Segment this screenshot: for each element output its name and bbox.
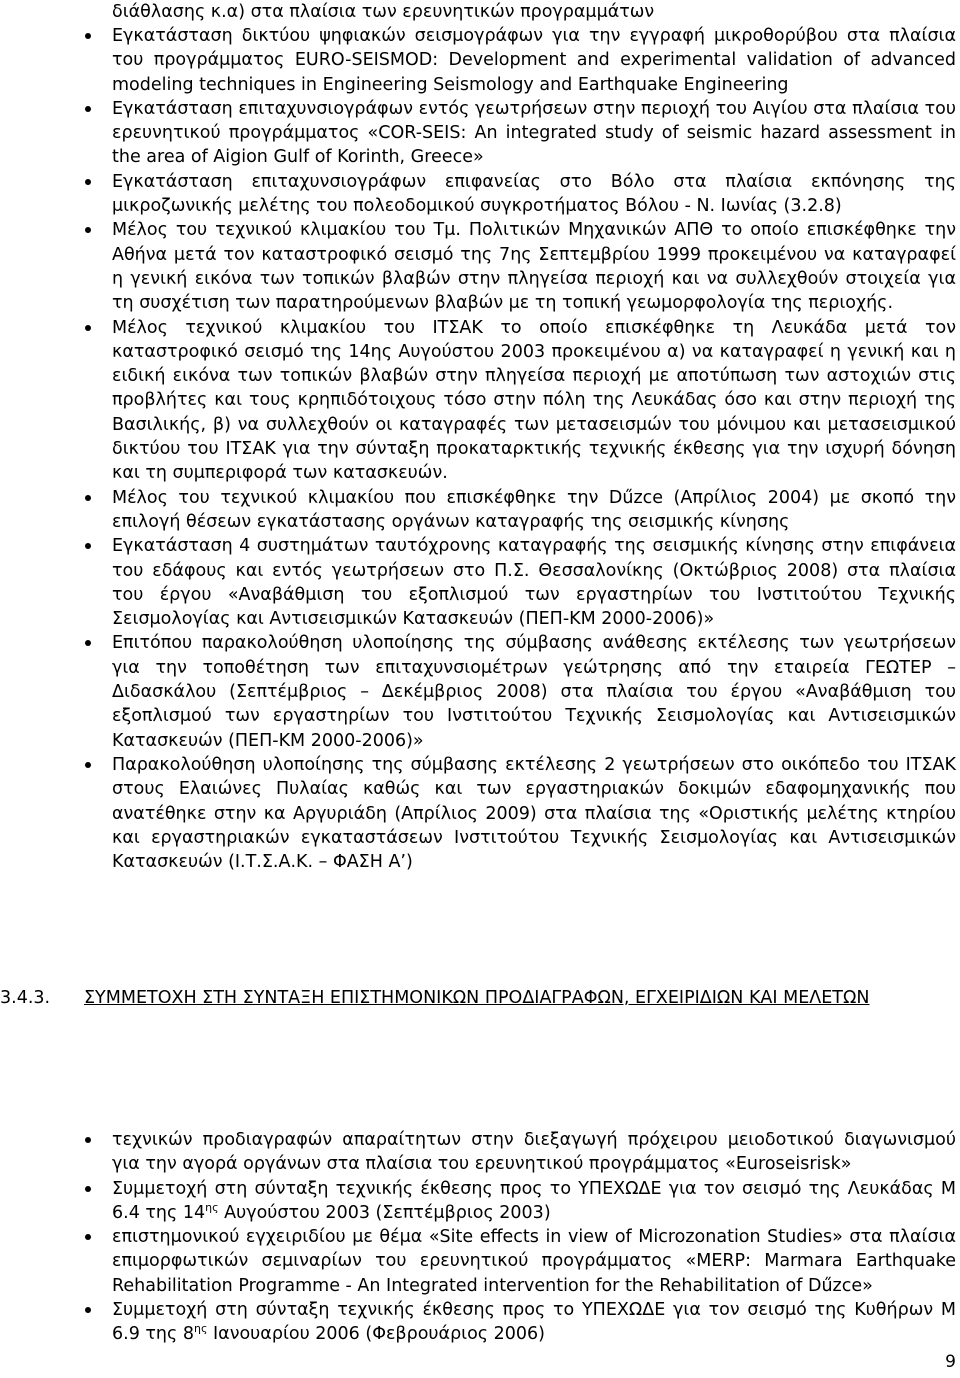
list-item <box>0 534 960 631</box>
bullet-list-activities <box>0 24 960 874</box>
list-item <box>0 631 960 752</box>
section-title: ΣΥΜΜΕΤΟΧΗ ΣΤΗ ΣΥΝΤΑΞΗ ΕΠΙΣΤΗΜΟΝΙΚΩΝ ΠΡΟΔΙΑΓΡΑΦΩΝ, ΕΓΧΕΙΡΙΔΙΩΝ ΚΑΙ ΜΕΛΕΤΩΝ <box>84 988 870 1008</box>
list-item <box>0 1298 960 1347</box>
list-item-text: Παρακολούθηση υλοποίησης της σύμβασης εκτέλεσης 2 γεωτρήσεων στο οικόπεδο του ΙΤΣΑΚ στους Ελαιώνες Πυλαίας καθώς και των εργαστηριακών δοκιμών εδαφομηχανικής που ανατέθηκε στην κα Αργυριάδη (Απρίλιος 2009) στα πλαίσια της «Οριστικής μελέτης κτηρίου και εργαστηριακών εγκαταστάσεων Ινστιτούτου Τεχνικής Σεισμολογίας και Αντισεισμικών Κατασκευών (Ι.Τ.Σ.Α.Κ. – ΦΑΣΗ Α’) <box>112 754 956 873</box>
list-item-text: Συμμετοχή στη σύνταξη τεχνικής έκθεσης προς το ΥΠΕΧΩΔΕ για τον σεισμό της Λευκάδας Μ 6.4 της 14 <box>112 1178 956 1223</box>
list-item <box>0 753 960 874</box>
bullet-dot-icon <box>85 640 91 646</box>
list-item-text: τεχνικών προδιαγραφών απαραίτητων στην διεξαγωγή πρόχειρου μειοδοτικού διαγωνισμού για την αγορά οργάνων στα πλαίσια του ερευνητικού προγράμματος «Euroseisrisk» <box>112 1130 956 1175</box>
bullet-dot-icon <box>85 106 91 112</box>
bullet-dot-icon <box>85 495 91 501</box>
bullet-dot-icon <box>85 762 91 768</box>
list-item-text: Εγκατάσταση 4 συστημάτων ταυτόχρονης καταγραφής της σεισμικής κίνησης στην επιφάνεια του εδάφους και εντός γεωτρήσεων στο Π.Σ. Θεσσαλονίκης (Οκτώβριος 2008) στα πλαίσια του έργου «Αναβάθμιση του εξοπλισμού των εργαστηρίων του Ινστιτούτου Τεχνικής Σεισμολογίας και Αντισεισμικών Κατασκευών (ΠΕΠ-ΚΜ 2000-2006)» <box>112 536 956 630</box>
list-item <box>0 1225 960 1298</box>
bullet-dot-icon <box>85 1234 91 1240</box>
section-number: 3.4.3. <box>0 988 51 1008</box>
bullet-dot-icon <box>85 1307 91 1313</box>
page-number: 9 <box>945 1352 956 1372</box>
list-item-text: Εγκατάσταση επιταχυνσιογράφων επιφανείας στο Βόλο στα πλαίσια εκπόνησης της μικροζωνικής μελέτης του πολεοδομικού συγκροτήματος Βόλου - Ν. Ιωνίας (3.2.8) <box>112 171 956 217</box>
list-item-text: Εγκατάσταση δικτύου ψηφιακών σεισμογράφων για την εγγραφή μικροθορύβου στα πλαίσια του προγράμματος EURO-SEISMOD: Development and experimental validation of advanced modeling techniques in Engineering Seismology and Earthquake Engineering <box>112 26 956 95</box>
list-item-text: Επιτόπου παρακολούθηση υλοποίησης της σύμβασης ανάθεσης εκτέλεσης των γεωτρήσεων για την τοποθέτηση των επιταχυνσιομέτρων γεώτρησης από την εταιρεία ΓΕΩΤΕΡ – Διδασκάλου (Σεπτέμβριος – Δεκέμβριος 2008) στα πλαίσια του έργου «Αναβάθμιση του εξοπλισμού των εργαστηρίων του Ινστιτούτου Τεχνικής Σεισμολογίας και Αντισεισμικών Κατασκευών (ΠΕΠ-ΚΜ 2000-2006)» <box>112 633 956 751</box>
list-item <box>0 170 960 219</box>
list-item-text: επιστημονικού εγχειριδίου με θέμα «Site effects in view of Microzonation Studies» στα πλαίσια επιμορφωτικών σεμιναρίων του ερευνητικού προγράμματος «MERP: Marmara Earthquake Rehabilitation Programme - An Integrated intervention for the Rehabilitation of Dűzce» <box>112 1227 956 1296</box>
list-item <box>0 24 960 97</box>
list-item <box>0 316 960 486</box>
list-item-text-end: Αυγούστου 2003 (Σεπτέμβριος 2003) <box>218 1202 551 1223</box>
list-item <box>0 486 960 535</box>
list-item-text: Μέλος του τεχνικού κλιμακίου που επισκέφθηκε την Dűzce (Απρίλιος 2004) με σκοπό την επιλογή θέσεων εγκατάστασης οργάνων καταγραφής της σεισμικής κίνησης <box>112 487 956 532</box>
list-item-text: Εγκατάσταση επιταχυνσιογράφων εντός γεωτρήσεων στην περιοχή του Αιγίου στα πλαίσια του ερευνητικού προγράμματος «COR-SEIS: An integrated study of seismic hazard assessment in the area of Aigion Gulf of Korinth, Greece» <box>112 98 956 168</box>
bullet-dot-icon <box>85 33 91 39</box>
list-item <box>0 218 960 315</box>
bullet-dot-icon <box>85 325 91 331</box>
list-item-text: Συμμετοχή στη σύνταξη τεχνικής έκθεσης προς το ΥΠΕΧΩΔΕ για τον σεισμό της Κυθήρων Μ 6.9 της 8 <box>112 1300 956 1345</box>
bullet-dot-icon <box>85 543 91 549</box>
list-item <box>0 1177 960 1226</box>
list-item-text: Μέλος του τεχνικού κλιμακίου του Τμ. Πολιτικών Μηχανικών ΑΠΘ το οποίο επισκέφθηκε την Αθήνα μετά τον καταστροφικό σεισμό της 7ης Σεπτεμβρίου 1999 προκειμένου να καταγραφεί η γενική εικόνα των τοπικών βλαβών στην πληγείσα περιοχή και να συλλεχθούν στοιχεία για τη συσχέτιση των παρατηρούμενων βλαβών με τη τοπική γεωμορφολογία της περιοχής. <box>112 220 956 314</box>
list-item-text-end: Ιανουαρίου 2006 (Φεβρουάριος 2006) <box>207 1324 546 1345</box>
bullet-dot-icon <box>85 1137 91 1143</box>
bullet-dot-icon <box>85 227 91 233</box>
list-item-text: Μέλος τεχνικού κλιμακίου του ΙΤΣΑΚ το οποίο επισκέφθηκε τη Λευκάδα μετά τον καταστροφικό σεισμό της 14ης Αυγούστου 2003 προκειμένου α) να καταγραφεί η γενική και η ειδική εικόνα των τοπικών βλαβών στην πληγείσα περιοχή με αποτύπωση των αστοχιών στις προβλήτες και τους κρηπιδότοιχους τόσο στην πόλη της Λευκάδας όσο και στην περιοχή της Βασιλικής, β) να συλλεχθούν οι καταγραφές των μετασεισμών του μόνιμου και μετασεισμικού δικτύου του ΙΤΣΑΚ για την σύνταξη προκαταρκτικής τεχνικής έκθεσης για την ισχυρή δόνηση και τη συμπεριφορά των κατασκευών. <box>112 317 956 484</box>
bullet-dot-icon <box>85 179 91 185</box>
superscript-ordinal: ης <box>194 1322 208 1336</box>
bullet-list-specifications <box>0 1128 960 1347</box>
intro-line: διάθλασης κ.α) στα πλαίσια των ερευνητικών προγραμμάτων <box>112 2 655 22</box>
list-item <box>0 1128 960 1177</box>
superscript-ordinal: ης <box>205 1201 219 1215</box>
bullet-dot-icon <box>85 1186 91 1192</box>
list-item <box>0 97 960 170</box>
